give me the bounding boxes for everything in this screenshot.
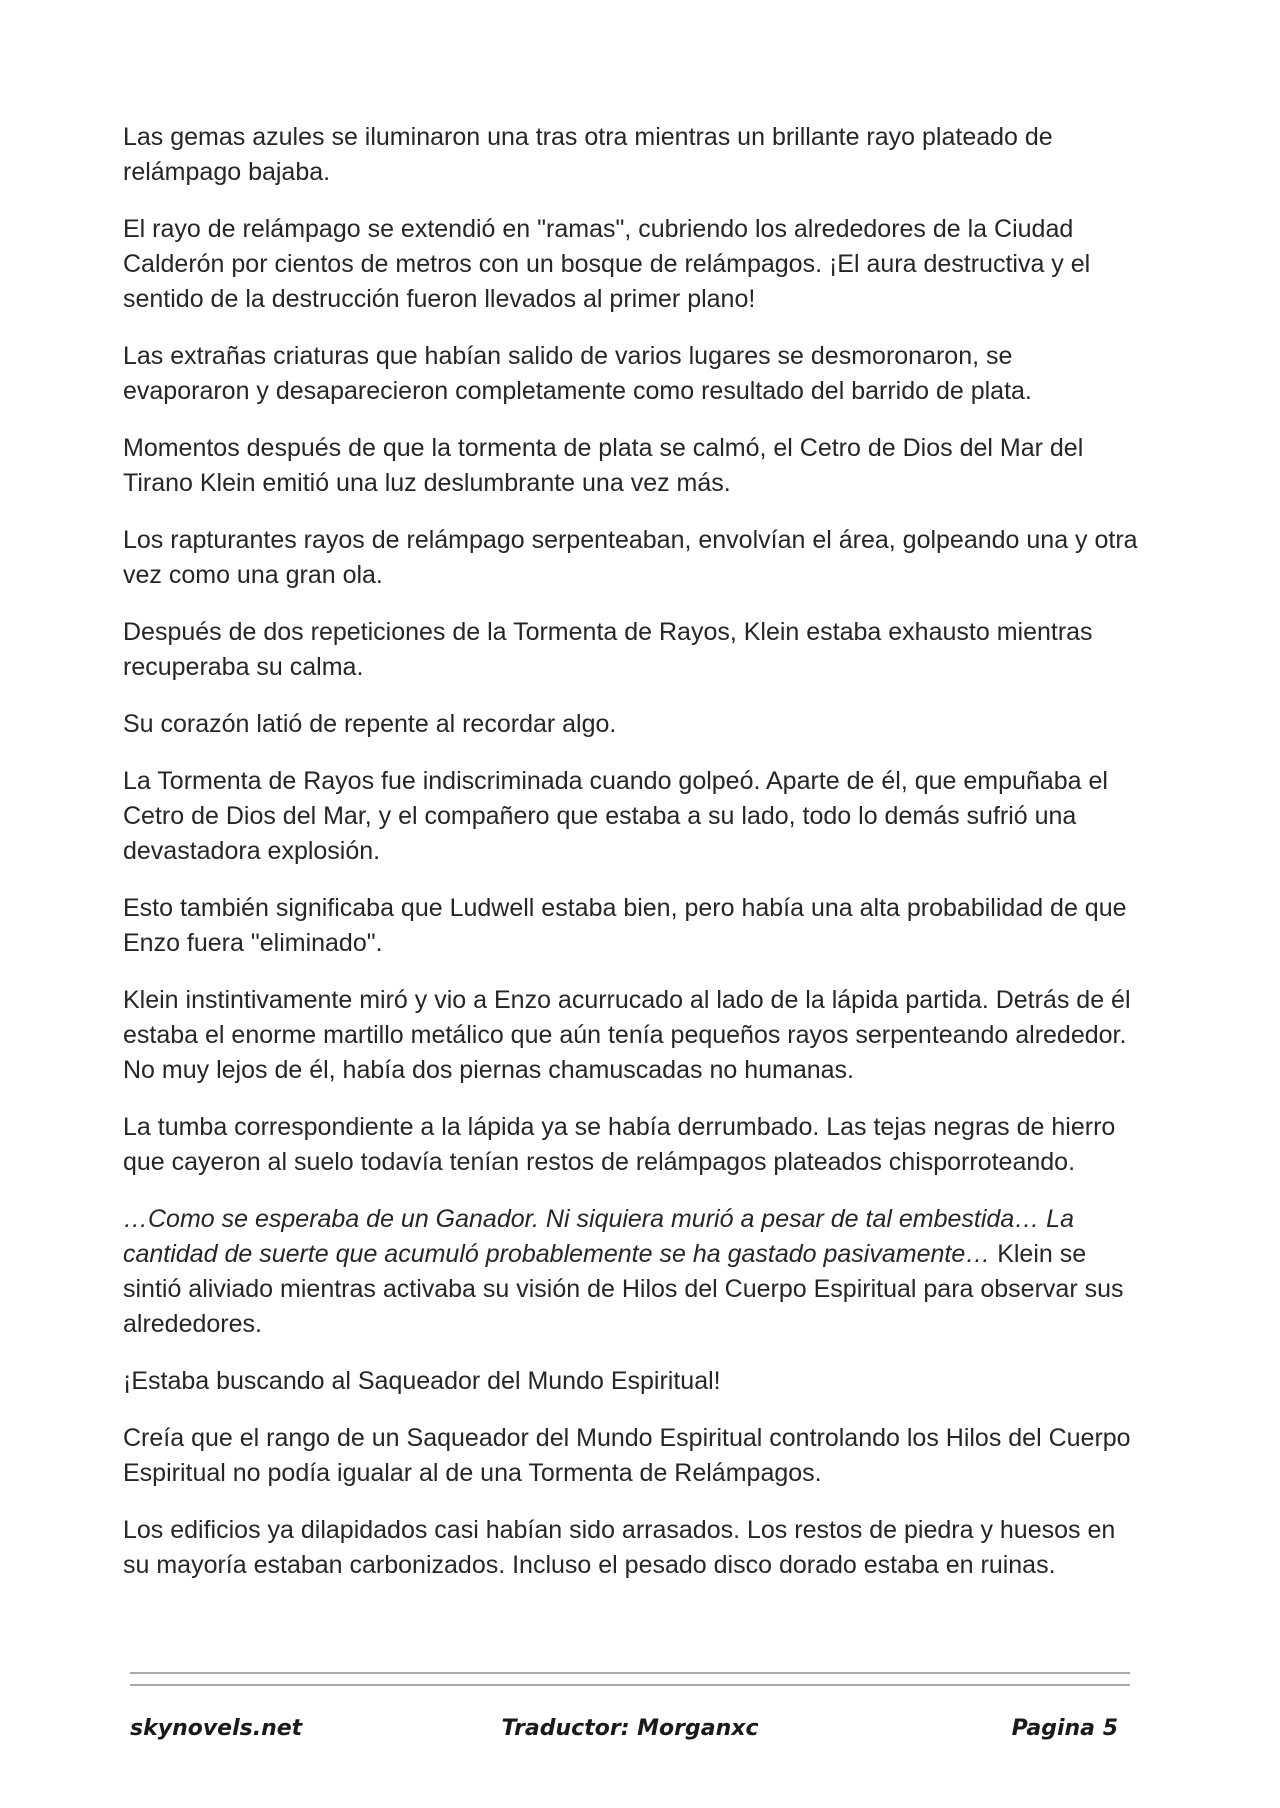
document-body (123, 120, 1143, 1605)
paragraph-12-italic: …Como se esperaba de un Ganador. Ni siquiera murió a pesar de tal embestida… La cantidad de suerte que acumuló probablemente se ha gastado pasivamente… (123, 1205, 1074, 1268)
paragraph-15: Los edificios ya dilapidados casi habían sido arrasados. Los restos de piedra y huesos en su mayoría estaban carbonizados. Incluso el pesado disco dorado estaba en ruinas. (123, 1516, 1116, 1579)
footer-page-number: Pagina 5 (1011, 1716, 1118, 1741)
footer-translator: Traductor: Morganxc (501, 1716, 759, 1741)
paragraph-11: La tumba correspondiente a la lápida ya se había derrumbado. Las tejas negras de hierro que cayeron al suelo todavía tenían restos de relámpagos plateados chisporroteando. (123, 1113, 1116, 1176)
paragraph-13: ¡Estaba buscando al Saqueador del Mundo Espiritual! (123, 1367, 721, 1395)
paragraph-1: Las gemas azules se iluminaron una tras otra mientras un brillante rayo plateado de relámpago bajaba. (123, 123, 1053, 186)
paragraph-10: Klein instintivamente miró y vio a Enzo acurrucado al lado de la lápida partida. Detrás de él estaba el enorme martillo metálico que aún tenía pequeños rayos serpenteando alrededor. No muy lejos de él, había dos piernas chamuscadas no humanas. (123, 986, 1131, 1084)
footer-divider-bottom (130, 1684, 1130, 1686)
paragraph-8: La Tormenta de Rayos fue indiscriminada cuando golpeó. Aparte de él, que empuñaba el Cetro de Dios del Mar, y el compañero que estaba a su lado, todo lo demás sufrió una devastadora explosión. (123, 767, 1108, 865)
paragraph-2: El rayo de relámpago se extendió en "ramas", cubriendo los alrededores de la Ciudad Calderón por cientos de metros con un bosque de relámpagos. ¡El aura destructiva y el sentido de la destrucción fueron llevados al primer plano! (123, 215, 1091, 313)
footer-divider-top (130, 1672, 1130, 1674)
paragraph-14: Creía que el rango de un Saqueador del Mundo Espiritual controlando los Hilos del Cuerpo Espiritual no podía igualar al de una Tormenta de Relámpagos. (123, 1424, 1131, 1487)
paragraph-7: Su corazón latió de repente al recordar algo. (123, 710, 617, 738)
paragraph-9: Esto también significaba que Ludwell estaba bien, pero había una alta probabilidad de que Enzo fuera "eliminado". (123, 894, 1127, 957)
paragraph-4: Momentos después de que la tormenta de plata se calmó, el Cetro de Dios del Mar del Tirano Klein emitió una luz deslumbrante una vez más. (123, 434, 1084, 497)
paragraph-6: Después de dos repeticiones de la Tormenta de Rayos, Klein estaba exhausto mientras recuperaba su calma. (123, 618, 1093, 681)
page-footer (130, 1716, 1130, 1750)
footer-site: skynovels.net (130, 1716, 303, 1741)
paragraph-3: Las extrañas criaturas que habían salido de varios lugares se desmoronaron, se evaporaron y desaparecieron completamente como resultado del barrido de plata. (123, 342, 1032, 405)
paragraph-12 (123, 1202, 1143, 1342)
paragraph-12-regular: Klein se sintió aliviado mientras activaba su visión de Hilos del Cuerpo Espiritual para observar sus alrededores. (123, 1240, 1124, 1338)
paragraph-5: Los rapturantes rayos de relámpago serpenteaban, envolvían el área, golpeando una y otra vez como una gran ola. (123, 526, 1138, 589)
